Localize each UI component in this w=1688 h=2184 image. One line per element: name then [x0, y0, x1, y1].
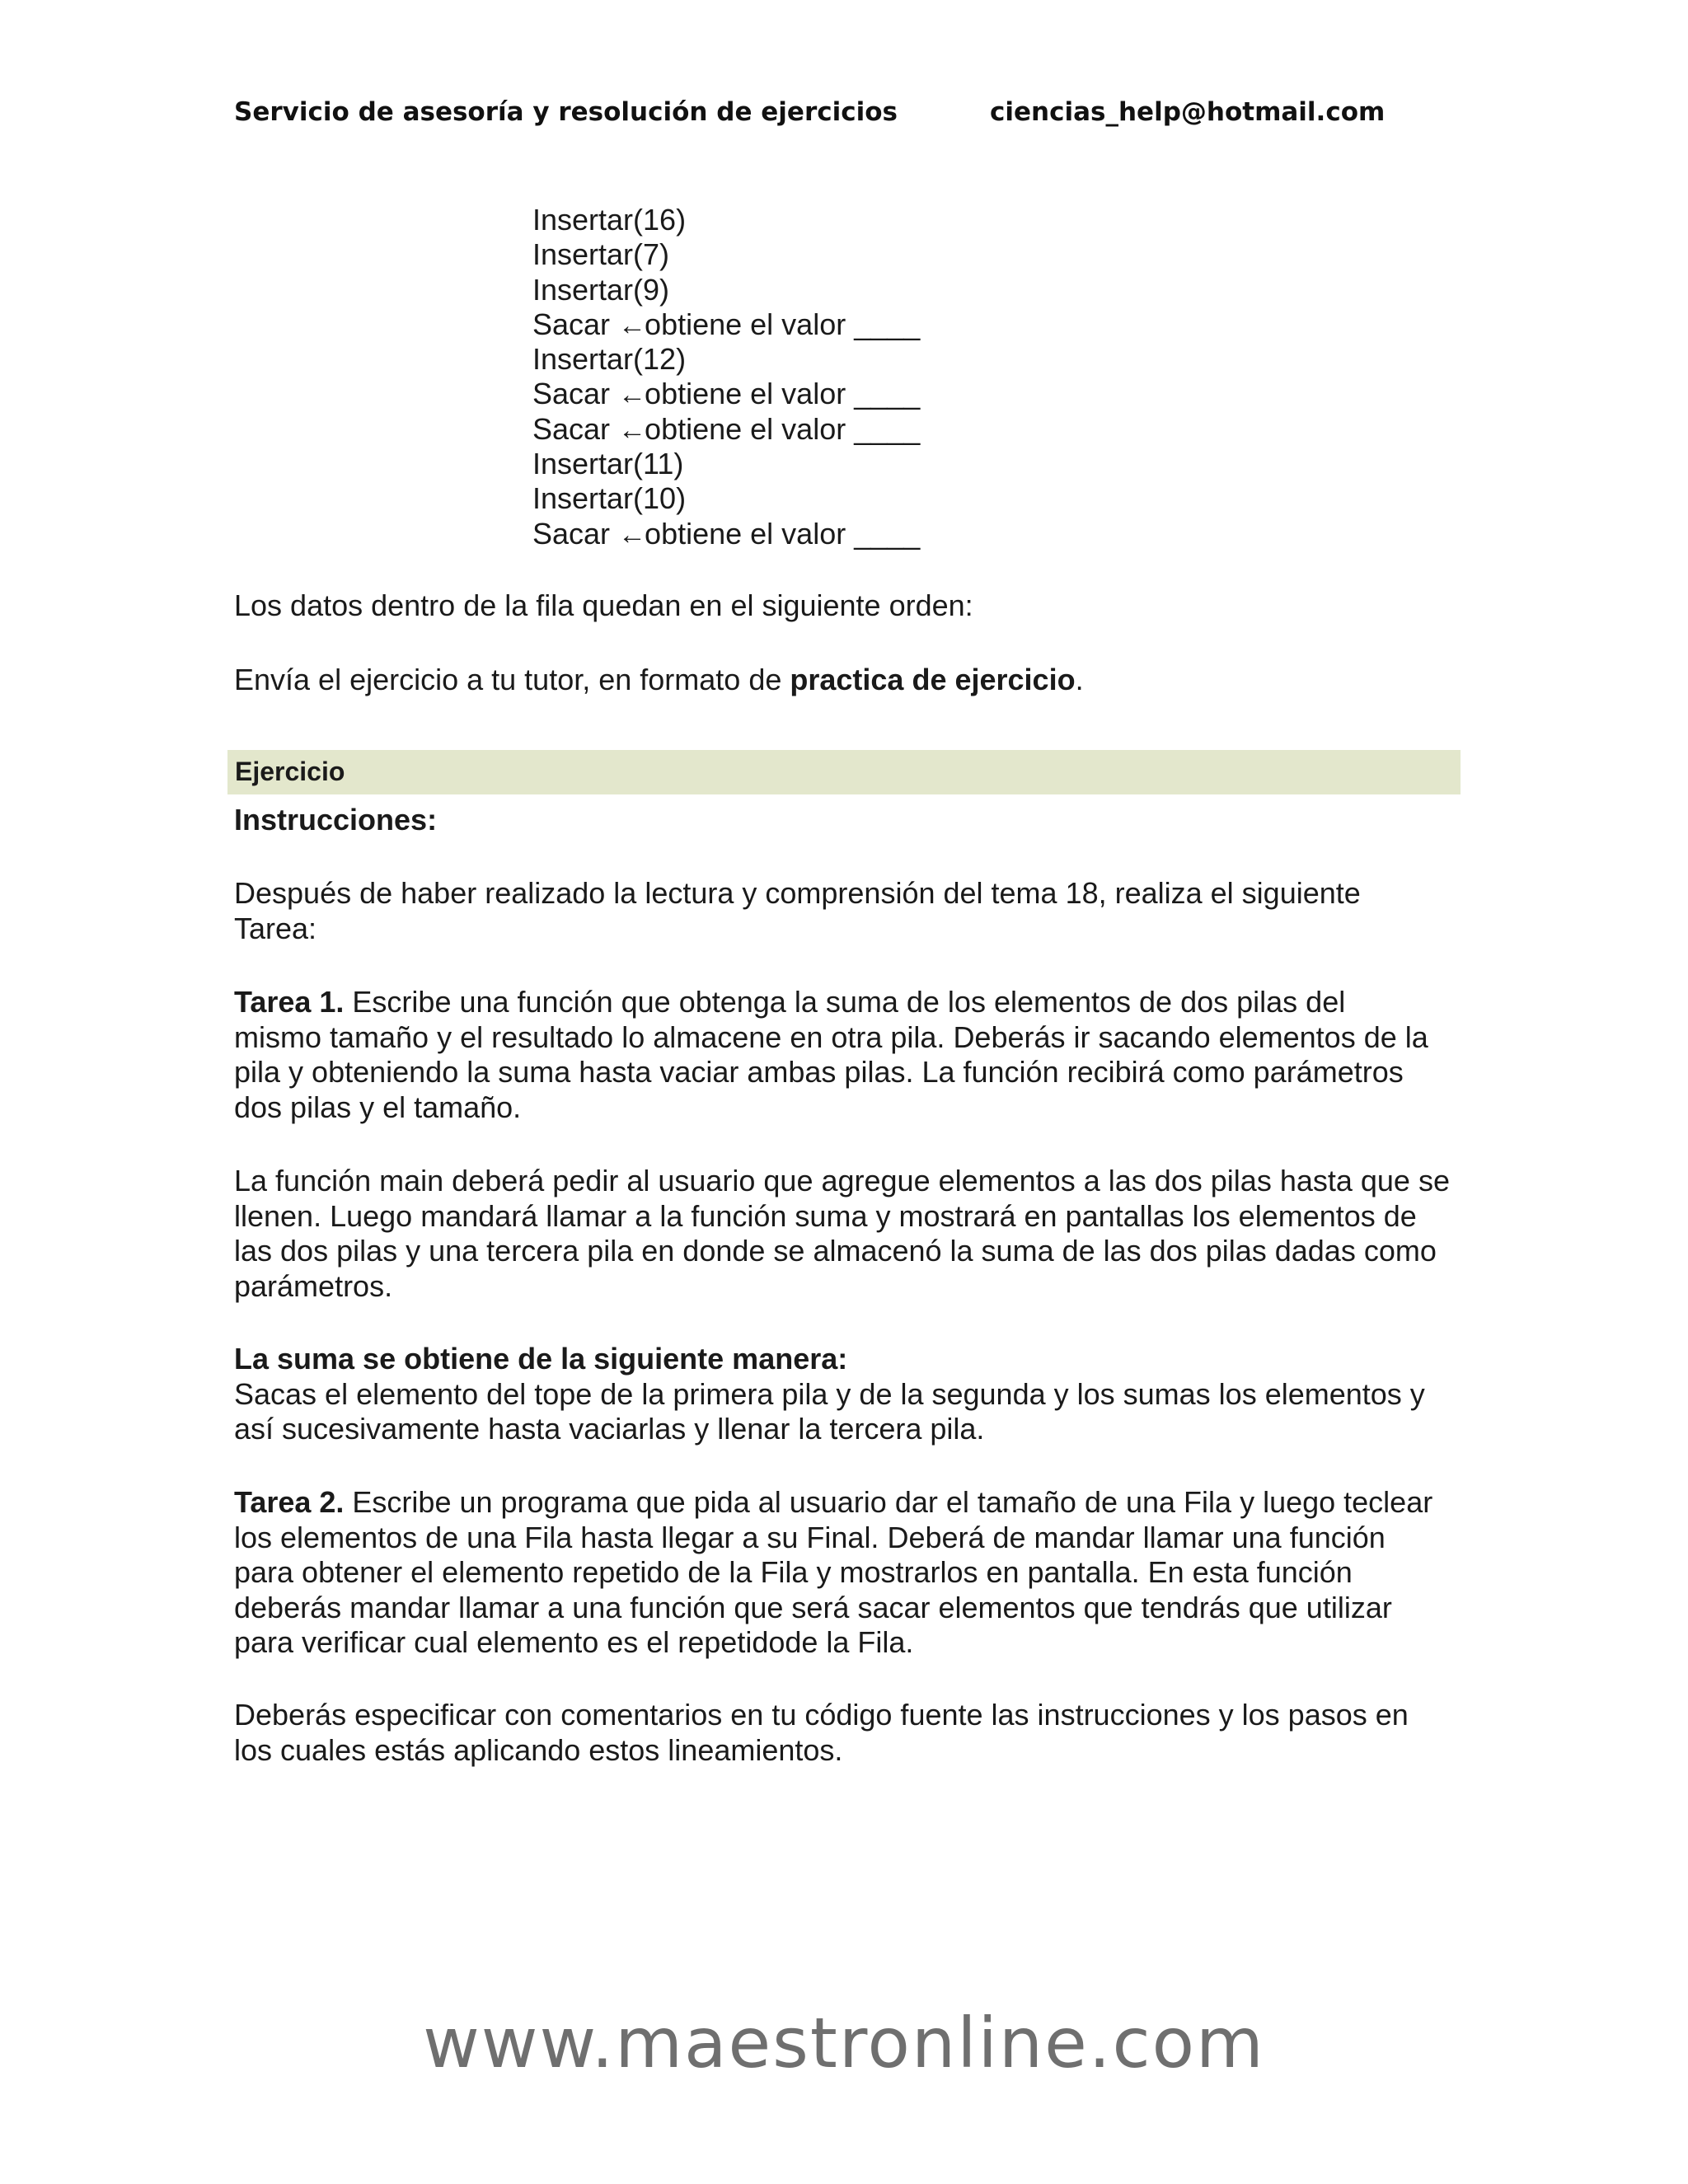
tarea2-label: Tarea 2.	[234, 1485, 345, 1519]
tarea1-text: Escribe una función que obtenga la suma de los elementos de dos pilas del mismo tamaño y el resultado lo almacene en otra pila. Deberás ir sacando elementos de la pila y obteniendo la suma hasta vaciar ambas pilas. La función recibirá como parámetros dos pilas y el tamaño.	[234, 985, 1428, 1124]
send-period: .	[1075, 663, 1084, 696]
header-email: ciencias_help@hotmail.com	[990, 97, 1386, 127]
order-paragraph: Los datos dentro de la fila quedan en el siguiente orden:	[234, 588, 973, 622]
left-arrow-icon: ←	[618, 379, 647, 411]
send-paragraph	[234, 663, 1454, 698]
operation-line	[532, 342, 920, 377]
operation-text: Insertar(11)	[532, 447, 684, 481]
main-function-paragraph: La función main deberá pedir al usuario que agregue elementos a las dos pilas hasta que se llenen. Luego mandará llamar a la función suma y mostrará en pantallas los elementos de las dos pilas y una tercera pila en donde se almacenó la suma de las dos pilas dadas como parámetros.	[234, 1164, 1450, 1303]
operation-text: Insertar(9)	[532, 272, 670, 307]
tarea1-label: Tarea 1.	[234, 985, 345, 1019]
operation-rest: obtiene el valor ____	[645, 307, 921, 341]
tarea1-paragraph	[234, 985, 1437, 1125]
operation-line	[532, 481, 920, 516]
section-title: Ejercicio	[235, 757, 345, 786]
operation-line	[532, 237, 920, 272]
operation-line	[532, 203, 920, 237]
operation-line	[532, 273, 920, 307]
operations-list	[532, 203, 920, 551]
left-arrow-icon: ←	[618, 518, 647, 551]
tarea2-paragraph	[234, 1485, 1437, 1661]
operation-text: Insertar(7)	[532, 237, 670, 272]
section-band	[227, 750, 1461, 794]
operation-text: Insertar(16)	[532, 203, 687, 237]
instructions-heading: Instrucciones:	[234, 803, 438, 837]
operation-line	[532, 447, 920, 481]
suma-paragraph	[234, 1342, 1470, 1447]
page-header	[0, 97, 1688, 134]
intro-paragraph: Después de haber realizado la lectura y comprensión del tema 18, realiza el siguiente Tarea:	[234, 876, 1361, 945]
footer-website: www.maestronline.com	[423, 2003, 1265, 2083]
left-arrow-icon: ←	[618, 309, 647, 341]
operation-line	[532, 377, 920, 411]
tarea2-text: Escribe un programa que pida al usuario dar el tamaño de una Fila y luego teclear los elementos de una Fila hasta llegar a su Final. Deberá de mandar llamar una función para obtener el elemento repetido de la Fila y mostrarlos en pantalla. En esta función deberás mandar llamar a una función que será sacar elementos que tendrás que utilizar para verificar cual elemento es el repetidode la Fila.	[234, 1485, 1433, 1659]
send-text: Envía el ejercicio a tu tutor, en formato de	[234, 663, 790, 696]
operation-text: Insertar(10)	[532, 481, 687, 516]
operation-text: Insertar(12)	[532, 342, 687, 377]
operation-line	[532, 412, 920, 447]
left-arrow-icon: ←	[618, 414, 647, 446]
operation-text: Sacar	[532, 411, 619, 446]
operation-line	[532, 307, 920, 342]
comments-paragraph: Deberás especificar con comentarios en tu código fuente las instrucciones y los pasos en los cuales estás aplicando estos lineamientos.	[234, 1698, 1409, 1767]
suma-text: Sacas el elemento del tope de la primera pila y de la segunda y los sumas los elementos y así sucesivamente hasta vaciarlas y llenar la tercera pila.	[234, 1376, 1425, 1446]
operation-text: Sacar	[532, 516, 619, 551]
operation-rest: obtiene el valor ____	[645, 411, 921, 446]
operation-line	[532, 517, 920, 551]
suma-heading: La suma se obtiene de la siguiente manera:	[234, 1342, 848, 1376]
header-service-title: Servicio de asesoría y resolución de ejercicios	[234, 97, 898, 127]
operation-text: Sacar	[532, 377, 619, 411]
operation-text: Sacar	[532, 307, 619, 341]
operation-rest: obtiene el valor ____	[645, 516, 921, 551]
operation-rest: obtiene el valor ____	[645, 377, 921, 411]
send-format-bold: practica de ejercicio	[790, 663, 1076, 696]
